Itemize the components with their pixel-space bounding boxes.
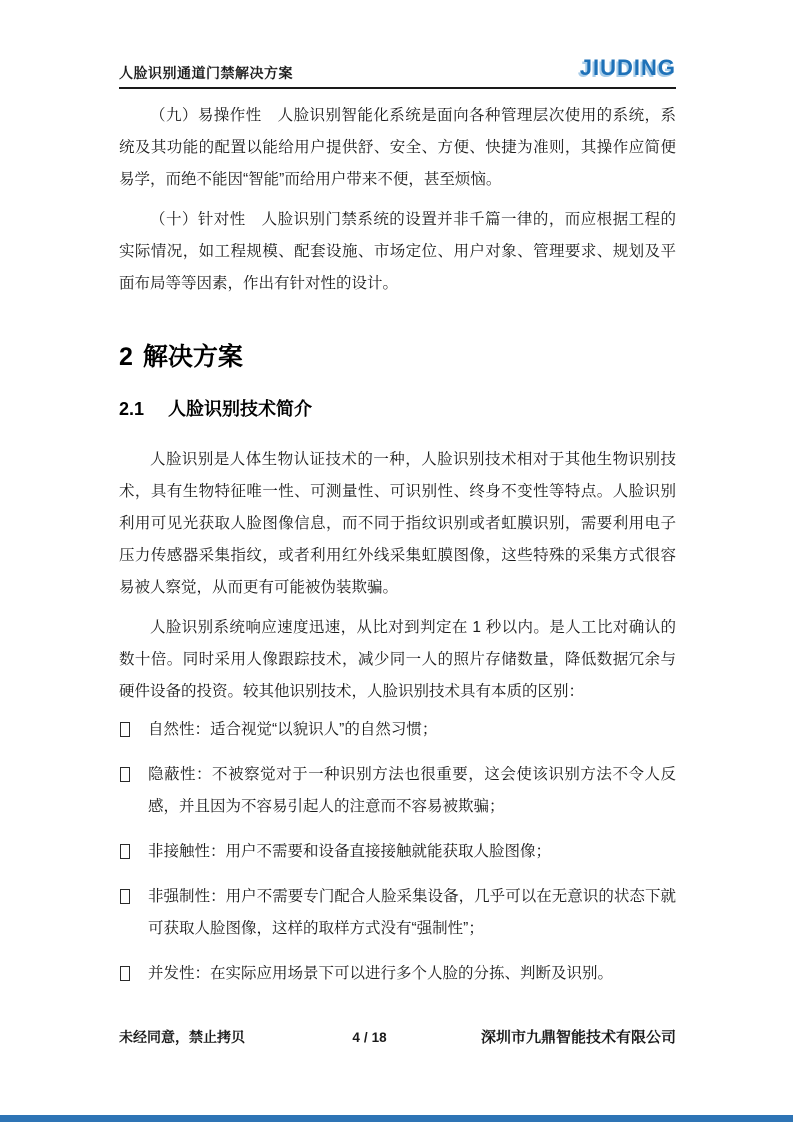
subsection-title: 人脸识别技术简介 xyxy=(168,399,313,419)
bullet-box-icon xyxy=(120,722,130,737)
feature-item xyxy=(119,958,676,990)
feature-text: 非强制性：用户不需要专门配合人脸采集设备，几乎可以在无意识的状态下就可获取人脸图像，这样的取样方式没有“强制性”； xyxy=(148,888,676,937)
paragraph-intro-1: 人脸识别是人体生物认证技术的一种，人脸识别技术相对于其他生物识别技术，具有生物特征唯一性、可测量性、可识别性、终身不变性等特点。人脸识别利用可见光获取人脸图像信息，而不同于指纹识别或者虹膜识别，需要利用电子压力传感器采集指纹，或者利用红外线采集虹膜图像，这些特殊的采集方式很容易被人察觉，从而更有可能被伪装欺骗。 xyxy=(119,451,676,596)
page-footer xyxy=(119,1026,676,1047)
subsection-number: 2.1 xyxy=(119,399,145,419)
bullet-box-icon xyxy=(120,889,130,904)
document-body xyxy=(119,88,676,990)
paragraph-intro-2: 人脸识别系统响应速度迅速，从比对到判定在 1 秒以内。是人工比对确认的数十倍。同时采用人像跟踪技术，减少同一人的照片存储数量，降低数据冗余与硬件设备的投资。较其他识别技术，人脸识别技术具有本质的区别： xyxy=(119,619,676,700)
page-number-separator: / xyxy=(363,1030,368,1045)
feature-text: 非接触性：用户不需要和设备直接接触就能获取人脸图像； xyxy=(148,843,552,860)
page-number-current: 4 xyxy=(352,1030,360,1045)
section-heading xyxy=(119,340,676,374)
paragraph-item-10: （十）针对性 人脸识别门禁系统的设置并非千篇一律的，而应根据工程的实际情况，如工程规模、配套设施、市场定位、用户对象、管理要求、规划及平面布局等等因素，作出有针对性的设计。 xyxy=(119,211,676,292)
page-number-total: 18 xyxy=(371,1030,387,1045)
company-logo: JIUDING xyxy=(579,55,676,80)
bottom-accent-bar xyxy=(0,1115,793,1122)
section-number: 2 xyxy=(119,343,133,371)
feature-item xyxy=(119,836,676,868)
feature-item xyxy=(119,881,676,945)
page-header xyxy=(119,50,676,89)
feature-item xyxy=(119,759,676,823)
document-title: 人脸识别通道门禁解决方案 xyxy=(119,65,293,81)
footer-company-name: 深圳市九鼎智能技术有限公司 xyxy=(480,1029,676,1046)
feature-item xyxy=(119,714,676,746)
subsection-heading xyxy=(119,396,676,422)
bullet-box-icon xyxy=(120,966,130,981)
bullet-box-icon xyxy=(120,767,130,782)
feature-list xyxy=(119,714,676,990)
footer-copy-notice: 未经同意，禁止拷贝 xyxy=(119,1029,245,1045)
page-number xyxy=(352,1030,386,1045)
feature-text: 隐蔽性：不被察觉对于一种识别方法也很重要，这会使该识别方法不令人反感，并且因为不容易引起人的注意而不容易被欺骗； xyxy=(148,766,676,815)
paragraph-item-9: （九）易操作性 人脸识别智能化系统是面向各种管理层次使用的系统，系统及其功能的配置以能给用户提供舒、安全、方便、快捷为准则，其操作应简便易学，而绝不能因“智能”而给用户带来不便，甚至烦恼。 xyxy=(119,107,676,188)
feature-text: 自然性：适合视觉“以貌识人”的自然习惯； xyxy=(148,721,438,738)
bullet-box-icon xyxy=(120,844,130,859)
section-title: 解决方案 xyxy=(142,343,243,371)
feature-text: 并发性：在实际应用场景下可以进行多个人脸的分拣、判断及识别。 xyxy=(148,965,614,982)
